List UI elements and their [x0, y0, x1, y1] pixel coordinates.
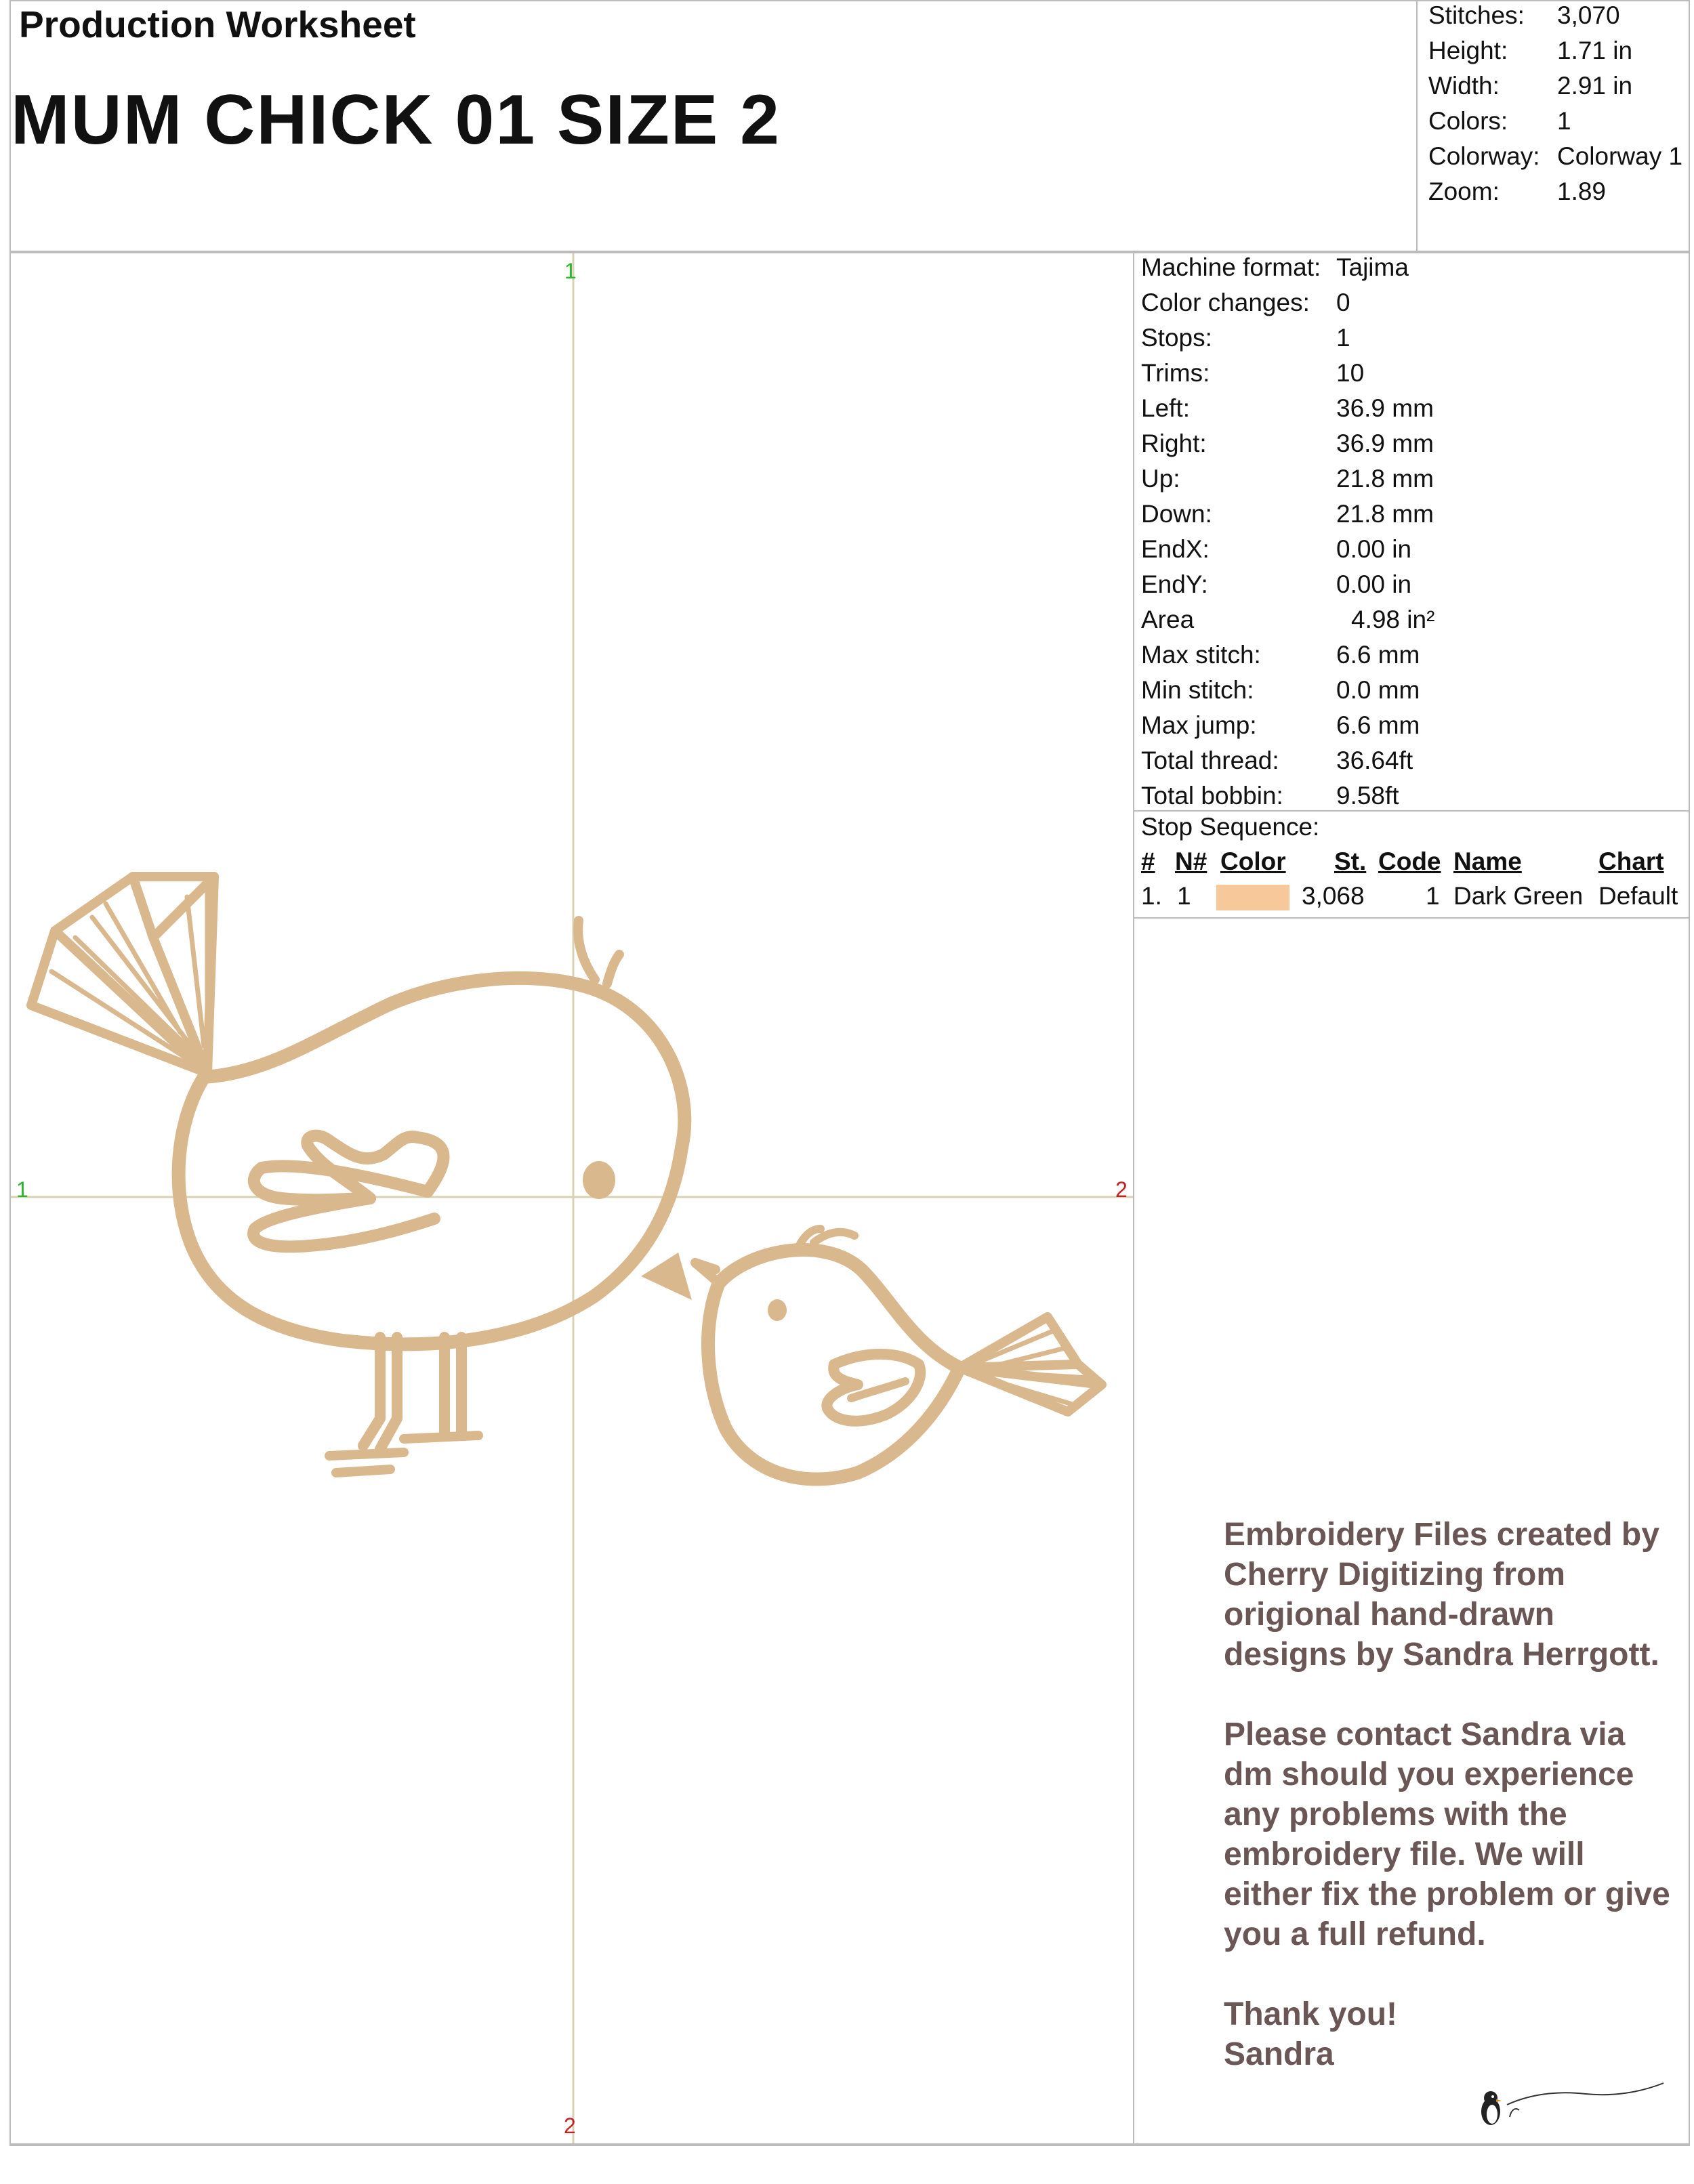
baby-chick-eye [768, 1299, 787, 1321]
color-swatch [1216, 885, 1289, 910]
mum-chick-crest [578, 921, 595, 980]
designer-notes [1224, 1515, 1671, 2074]
worksheet-title: Production Worksheet [19, 3, 416, 45]
baby-chick-beak [695, 1263, 719, 1283]
mum-chick-leg-right [445, 1337, 461, 1432]
cell-stitches: 3,068 [1302, 882, 1365, 910]
mum-chick-eye [583, 1161, 615, 1199]
mum-chick-leg-left [363, 1337, 397, 1449]
design-name: MUM CHICK 01 SIZE 2 [11, 81, 781, 159]
baby-chick-crest [800, 1229, 854, 1244]
signature-logo [1470, 2070, 1674, 2137]
mum-chick-foot-left [329, 1452, 404, 1473]
notes-thanks: Thank you! [1224, 1996, 1398, 2032]
mum-chick-crest-2 [607, 954, 619, 984]
col-header-num: # [1141, 847, 1155, 875]
cell-name: Dark Green [1453, 882, 1584, 910]
cell-num: 1. [1141, 882, 1162, 910]
col-header-stitches: St. [1334, 847, 1367, 875]
embroidery-preview [11, 253, 1133, 2143]
notes-sign: Sandra [1224, 2036, 1334, 2072]
axis-label-top: 1 [564, 259, 577, 283]
divider [9, 2145, 1690, 2146]
mum-chick-beak [641, 1253, 692, 1300]
notes-contact: Please contact Sandra via dm should you experience any problems with the embroidery file. We will either fix the problem or give you a full refund. [1224, 1717, 1670, 1952]
notes-credit: Embroidery Files created by Cherry Digitizing from origional hand-drawn designs by Sandra Herrgott. [1224, 1517, 1659, 1673]
design-canvas [9, 252, 1134, 2145]
cell-code: 1 [1426, 882, 1440, 910]
col-header-chart: Chart [1598, 847, 1664, 875]
col-header-code: Code [1378, 847, 1441, 875]
baby-chick-tail [959, 1317, 1102, 1412]
mum-chick-foot-right [404, 1435, 478, 1439]
stop-sequence-label: Stop Sequence: [1141, 813, 1320, 841]
axis-label-bottom: 2 [564, 2114, 576, 2138]
mum-chick-body [179, 978, 685, 1344]
mum-chick-wing-top [307, 1136, 443, 1198]
cell-chart: Default [1598, 882, 1678, 910]
col-header-color: Color [1220, 847, 1286, 875]
col-header-n-num: N# [1175, 847, 1207, 875]
cell-n-num: 1 [1177, 882, 1191, 910]
col-header-name: Name [1453, 847, 1522, 875]
axis-label-left: 1 [16, 1177, 28, 1202]
divider [1134, 917, 1690, 919]
axis-label-right: 2 [1115, 1177, 1128, 1202]
penguin-icon [1481, 2091, 1502, 2125]
divider [1134, 810, 1690, 812]
